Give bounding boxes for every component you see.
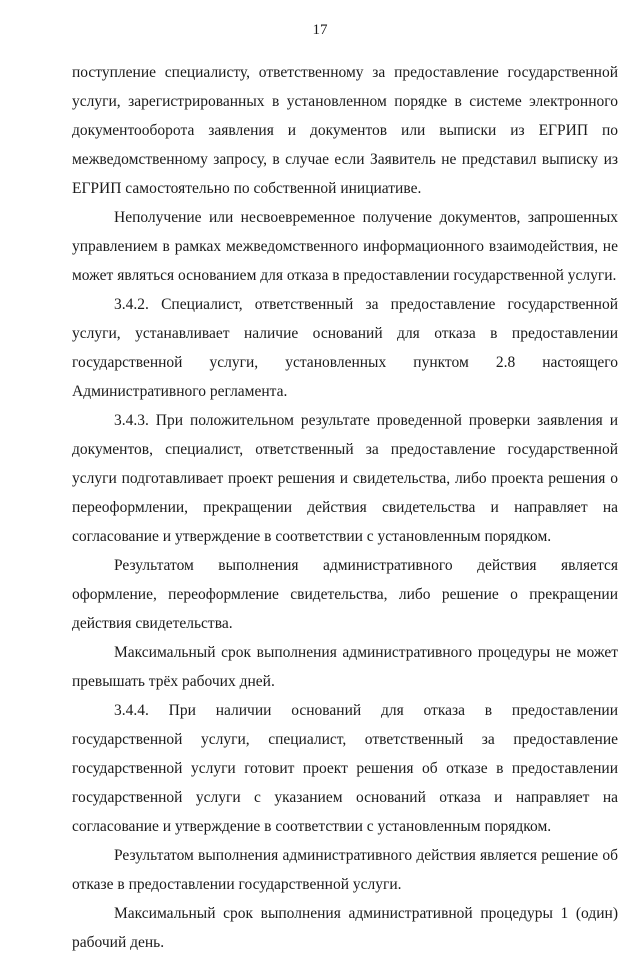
- paragraph-3-4-4: 3.4.4. При наличии оснований для отказа в предоставлении государственной услуги, специалист, ответственный за предоставление государственной услуги готовит проект решения об отказе в предоставлении государственной услуги с указанием оснований отказа и направляет на согласование и утверждение в соответствии с установленным порядком.: [72, 702, 618, 835]
- paragraph-3-4-2: 3.4.2. Специалист, ответственный за предоставление государственной услуги, устанавливает наличие оснований для отказа в предоставлении государственной услуги, установленных пунктом 2.8 настоящего Административного регламента.: [72, 296, 618, 400]
- page-number: 17: [312, 22, 328, 38]
- paragraph-deadline-1: Максимальный срок выполнения административного процедуры не может превышать трёх рабочих дней.: [72, 644, 618, 690]
- paragraph-3-4-3: 3.4.3. При положительном результате проведенной проверки заявления и документов, специалист, ответственный за предоставление государственной услуги подготавливает проект решения и свидетельства, либо проекта решения о переоформлении, прекращении действия свидетельства и направляет на согласование и утверждение в соответствии с установленным порядком.: [72, 412, 618, 545]
- paragraph-continuation: поступление специалисту, ответственному за предоставление государственной услуги, зарегистрированных в установленном порядке в системе электронного документооборота заявления и документов или выписки из ЕГРИП по межведомственному запросу, в случае если Заявитель не представил выписку из ЕГРИП самостоятельно по собственной инициативе.: [72, 64, 618, 197]
- paragraph-result-2: Результатом выполнения административного действия является решение об отказе в предоставлении государственной услуги.: [72, 847, 618, 893]
- paragraph-result-1: Результатом выполнения административного действия является оформление, переоформление свидетельства, либо решение о прекращении действия свидетельства.: [72, 557, 618, 632]
- paragraph-deadline-2: Максимальный срок выполнения административной процедуры 1 (один) рабочий день.: [72, 905, 618, 951]
- paragraph-nonreceipt: Неполучение или несвоевременное получение документов, запрошенных управлением в рамках межведомственного информационного взаимодействия, не может являться основанием для отказа в предоставлении государственной услуги.: [72, 209, 618, 284]
- body-text: [72, 58, 618, 957]
